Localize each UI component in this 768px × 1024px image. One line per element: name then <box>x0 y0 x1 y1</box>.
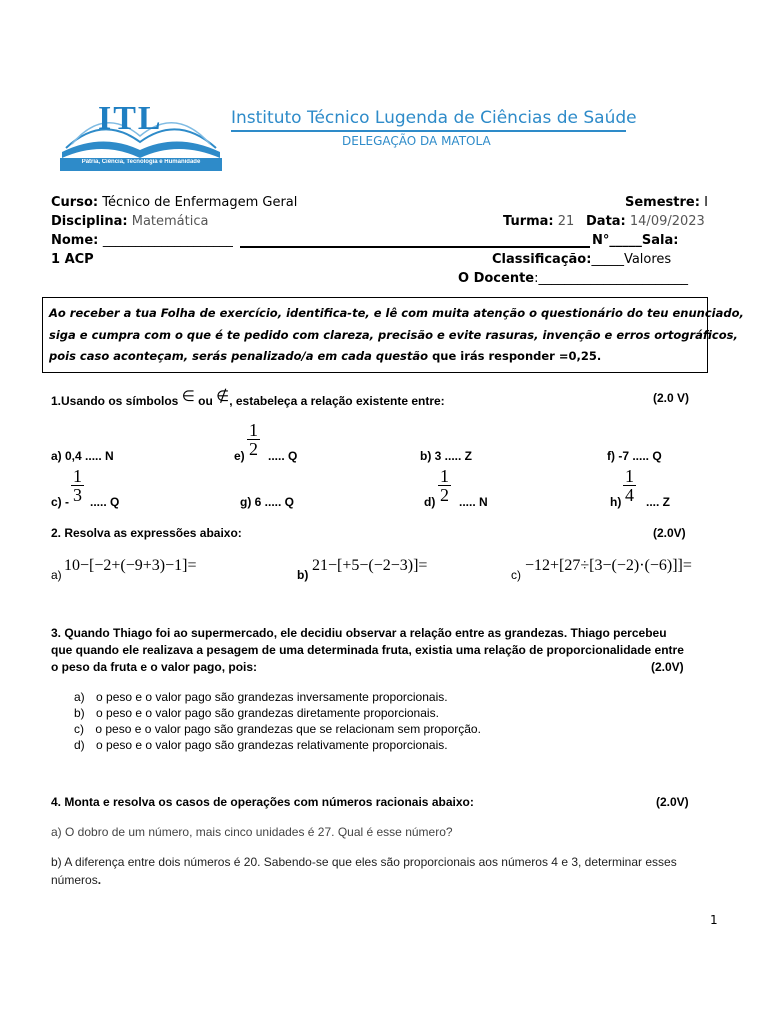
delegation: DELEGAÇÃO DA MATOLA <box>342 134 491 148</box>
curso-value: Técnico de Enfermagem Geral <box>102 195 298 210</box>
turma-value: 21 <box>557 214 575 229</box>
frac-denominator: 2 <box>249 439 258 459</box>
header-underline <box>231 130 626 132</box>
q3-option-c <box>74 722 481 736</box>
docente-label: O Docente <box>458 271 535 286</box>
q1-item-h-rest: .... Z <box>646 495 670 509</box>
sala-label: Sala: <box>641 233 679 248</box>
element-of-icon: ∈ <box>181 389 195 405</box>
q1-item-e-fraction <box>247 421 260 458</box>
q2-b-expression: 21−[+5−(−2−3)]= <box>312 557 428 574</box>
instruction-line-3-text: pois caso aconteçam, serás penalizado/a em cada questão <box>49 349 429 363</box>
option-text: o peso e o valor pago são grandezas que se relacionam sem proporção. <box>95 722 481 736</box>
classificacao-line: _____ <box>591 252 624 267</box>
nome-line-bold <box>240 246 590 248</box>
q2-c-label: c) <box>511 568 521 582</box>
q1-item-c-label: c) - <box>51 495 69 509</box>
option-text: o peso e o valor pago são grandezas inversamente proporcionais. <box>96 690 448 704</box>
page-number: 1 <box>710 913 718 927</box>
frac-denominator: 2 <box>440 485 449 505</box>
q2-points: (2.0V) <box>653 526 686 540</box>
semestre-row <box>625 195 708 210</box>
q1-item-d-label: d) <box>424 495 436 509</box>
q3-option-b <box>74 706 439 720</box>
valores-label: Valores <box>623 252 672 267</box>
q2-title: 2. Resolva as expressões abaixo: <box>51 526 242 540</box>
option-text: o peso e o valor pago são grandezas diretamente proporcionais. <box>96 706 439 720</box>
q2-a-label: a) <box>51 568 62 582</box>
instruction-line-2: siga e cumpra com o que é te pedido com clareza, precisão e evite rasuras, invenção e erros ortográficos, <box>49 328 738 342</box>
q3-line-3: o peso da fruta e o valor pago, pois: <box>51 660 258 674</box>
option-letter: c) <box>74 722 84 736</box>
instruction-line-3-end: que irás responder =0,25. <box>428 349 602 363</box>
data-value: 14/09/2023 <box>629 214 705 229</box>
disciplina-row <box>51 214 208 229</box>
q1-item-b: b) 3 ..... Z <box>420 449 473 463</box>
frac-denominator: 4 <box>625 485 634 505</box>
data-row <box>586 214 705 229</box>
q4-points: (2.0V) <box>656 795 689 809</box>
logo-text: ITL <box>98 100 163 137</box>
frac-numerator: 1 <box>73 466 82 486</box>
q4-item-b-line-2-end: . <box>97 873 102 887</box>
q1-suffix: , estabeleça a relação existente entre: <box>229 394 445 408</box>
logo <box>52 92 230 176</box>
disciplina-label: Disciplina: <box>51 214 128 229</box>
curso-label: Curso: <box>51 195 99 210</box>
option-letter: a) <box>74 690 85 704</box>
disciplina-value: Matemática <box>131 214 209 229</box>
classificacao-row <box>492 252 671 267</box>
q4-item-b-line-1: b) A diferença entre dois números é 20. Sabendo-se que eles são proporcionais aos números 4 e 3, determinar esses <box>51 855 677 869</box>
q4-title: 4. Monta e resolva os casos de operações com números racionais abaixo: <box>51 795 474 809</box>
turma-row <box>503 214 574 229</box>
q1-item-g: g) 6 ..... Q <box>240 495 295 509</box>
q1-item-h-label: h) <box>610 495 622 509</box>
semestre-label: Semestre: <box>625 195 700 210</box>
q3-line-1: 3. Quando Thiago foi ao supermercado, ele decidiu observar a relação entre as grandezas. Thiago percebeu <box>51 626 667 640</box>
docente-row <box>458 271 688 286</box>
q4-item-b-line-2 <box>51 873 101 887</box>
q1-item-a: a) 0,4 ..... N <box>51 449 114 463</box>
frac-numerator: 1 <box>440 466 449 486</box>
numero-sala-row <box>592 233 678 248</box>
not-element-of-icon: ∉ <box>216 389 230 405</box>
docente-line: :_______________________ <box>534 271 688 286</box>
instruction-line-1: Ao receber a tua Folha de exercício, identifica-te, e lê com muita atenção o questionário do teu enunciado, <box>49 306 744 320</box>
frac-numerator: 1 <box>625 466 634 486</box>
classificacao-label: Classificação: <box>492 252 592 267</box>
q3-option-a <box>74 690 448 704</box>
option-letter: b) <box>74 706 85 720</box>
q1-item-e-label: e) <box>234 449 245 463</box>
option-letter: d) <box>74 738 85 752</box>
q2-a-expression: 10−[−2+(−9+3)−1]= <box>64 557 197 574</box>
acp-label: 1 ACP <box>51 252 94 267</box>
instruction-line-3 <box>49 349 601 363</box>
q2-b-label: b) <box>297 568 309 582</box>
option-text: o peso e o valor pago são grandezas relativamente proporcionais. <box>96 738 448 752</box>
semestre-value: I <box>704 195 708 210</box>
nome-row <box>51 233 233 248</box>
q1-item-d-rest: ..... N <box>459 495 488 509</box>
q3-line-2: que quando ele realizava a pesagem de uma determinada fruta, existia uma relação de proporcionalidade entre <box>51 643 684 657</box>
numero-line: _____ <box>609 233 642 248</box>
logo-motto: Pátria, Ciência, Tecnologia e Humanidade <box>81 159 201 165</box>
q1-item-d-fraction <box>438 467 451 504</box>
frac-numerator: 1 <box>249 420 258 440</box>
curso-row <box>51 195 297 210</box>
q3-points: (2.0V) <box>651 660 684 674</box>
nome-label: Nome: <box>51 233 103 248</box>
q1-item-h-fraction <box>623 467 636 504</box>
q1-points: (2.0 V) <box>653 391 690 405</box>
numero-label: N° <box>592 233 610 248</box>
data-label: Data: <box>586 214 626 229</box>
q2-c-expression: −12+[27÷[3−(−2)·(−6)]]= <box>525 557 692 574</box>
q1-mid: ou <box>198 394 213 408</box>
frac-denominator: 3 <box>73 485 82 505</box>
q1-item-c-rest: ..... Q <box>90 495 120 509</box>
turma-label: Turma: <box>503 214 554 229</box>
q1-item-c-fraction <box>71 467 84 504</box>
q4-item-b-line-2-text: números <box>51 873 98 887</box>
q1-item-e-rest: ..... Q <box>268 449 298 463</box>
q1-prefix: 1.Usando os símbolos <box>51 394 179 408</box>
q1-prompt <box>51 391 445 410</box>
institute-name: Instituto Técnico Lugenda de Ciências de Saúde <box>231 108 637 128</box>
q3-option-d <box>74 738 448 752</box>
q4-item-a: a) O dobro de um número, mais cinco unidades é 27. Qual é esse número? <box>51 825 453 839</box>
nome-line: ____________________ <box>102 233 233 248</box>
q1-item-f: f) -7 ..... Q <box>607 449 662 463</box>
